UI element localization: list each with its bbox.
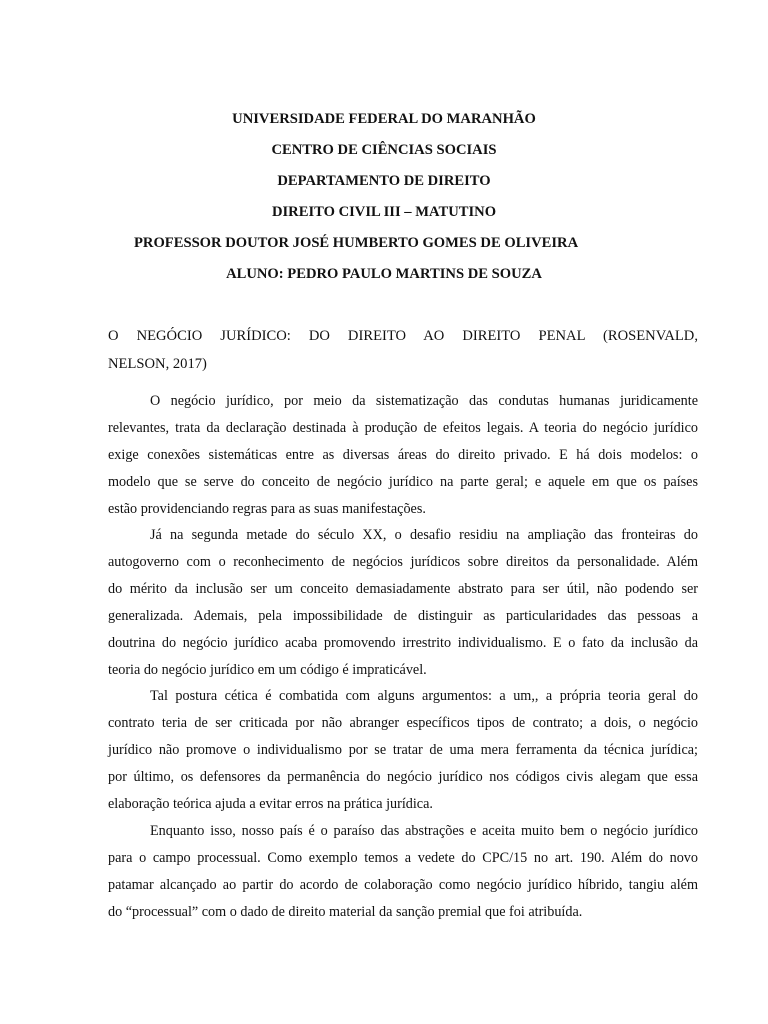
- paragraph-line: por último, os defensores da permanência do negócio jurídico nos códigos civis alegam que essa: [108, 769, 698, 785]
- paragraph-line: do mérito da inclusão ser um conceito demasiadamente abstrato para ser útil, não podendo ser: [108, 581, 698, 597]
- department-name: DEPARTAMENTO DE DIREITO: [277, 173, 491, 189]
- paragraph-line: modelo que se serve do conceito de negócio jurídico na parte geral; e aquele em que os países: [108, 474, 698, 490]
- paragraph-line: autogoverno com o reconhecimento de negócios jurídicos sobre direitos da personalidade. Além: [108, 554, 698, 570]
- title-line: O NEGÓCIO JURÍDICO: DO DIREITO AO DIREITO PENAL (ROSENVALD,: [108, 328, 698, 344]
- course-name: DIREITO CIVIL III – MATUTINO: [271, 204, 497, 220]
- university-name: UNIVERSIDADE FEDERAL DO MARANHÃO: [232, 111, 536, 127]
- paragraph-line: generalizada. Ademais, pela impossibilidade de distinguir as particularidades das pessoas a: [108, 608, 698, 624]
- paragraph-line: jurídico não promove o individualismo por se tratar de uma mera ferramenta da técnica jurídica;: [108, 742, 698, 758]
- professor-name: PROFESSOR DOUTOR JOSÉ HUMBERTO GOMES DE OLIVEIRA: [134, 235, 579, 251]
- paragraph-line: estão providenciando regras para as suas manifestações.: [108, 501, 426, 517]
- paragraph-line: elaboração teórica ajuda a evitar erros na prática jurídica.: [108, 796, 433, 812]
- paragraph-line: exige conexões sistemáticas entre as diversas áreas do direito privado. E há dois modelos: o: [108, 447, 698, 463]
- paragraph-line: Já na segunda metade do século XX, o desafio residiu na ampliação das fronteiras do: [150, 527, 698, 543]
- center-name: CENTRO DE CIÊNCIAS SOCIAIS: [271, 142, 497, 158]
- paragraph-line: para o campo processual. Como exemplo temos a vedete do CPC/15 no art. 190. Além do novo: [108, 850, 698, 866]
- paragraph-line: contrato teria de ser criticada por não abranger específicos tipos de contrato; a dois, o negócio: [108, 715, 698, 731]
- paragraph-line: teoria do negócio jurídico em um código é impraticável.: [108, 662, 427, 678]
- student-name: ALUNO: PEDRO PAULO MARTINS DE SOUZA: [226, 266, 542, 282]
- paragraph-line: patamar alcançado ao partir do acordo de colaboração como negócio jurídico híbrido, tangiu além: [108, 877, 698, 893]
- paragraph-line: doutrina do negócio jurídico acaba promovendo irrestrito individualismo. E o fato da inclusão da: [108, 635, 698, 651]
- paragraph-line: do “processual” com o dado de direito material da sanção premial que foi atribuída.: [108, 904, 583, 920]
- paragraph-line: O negócio jurídico, por meio da sistematização das condutas humanas juridicamente: [150, 393, 698, 409]
- paragraph-line: Tal postura cética é combatida com alguns argumentos: a um,, a própria teoria geral do: [150, 688, 698, 704]
- title-line: NELSON, 2017): [108, 356, 207, 372]
- paragraph-line: relevantes, trata da declaração destinada à produção de efeitos legais. A teoria do negócio jurídico: [108, 420, 698, 436]
- essay-title: [108, 322, 698, 378]
- paragraph-line: Enquanto isso, nosso país é o paraíso das abstrações e aceita muito bem o negócio jurídico: [150, 823, 698, 839]
